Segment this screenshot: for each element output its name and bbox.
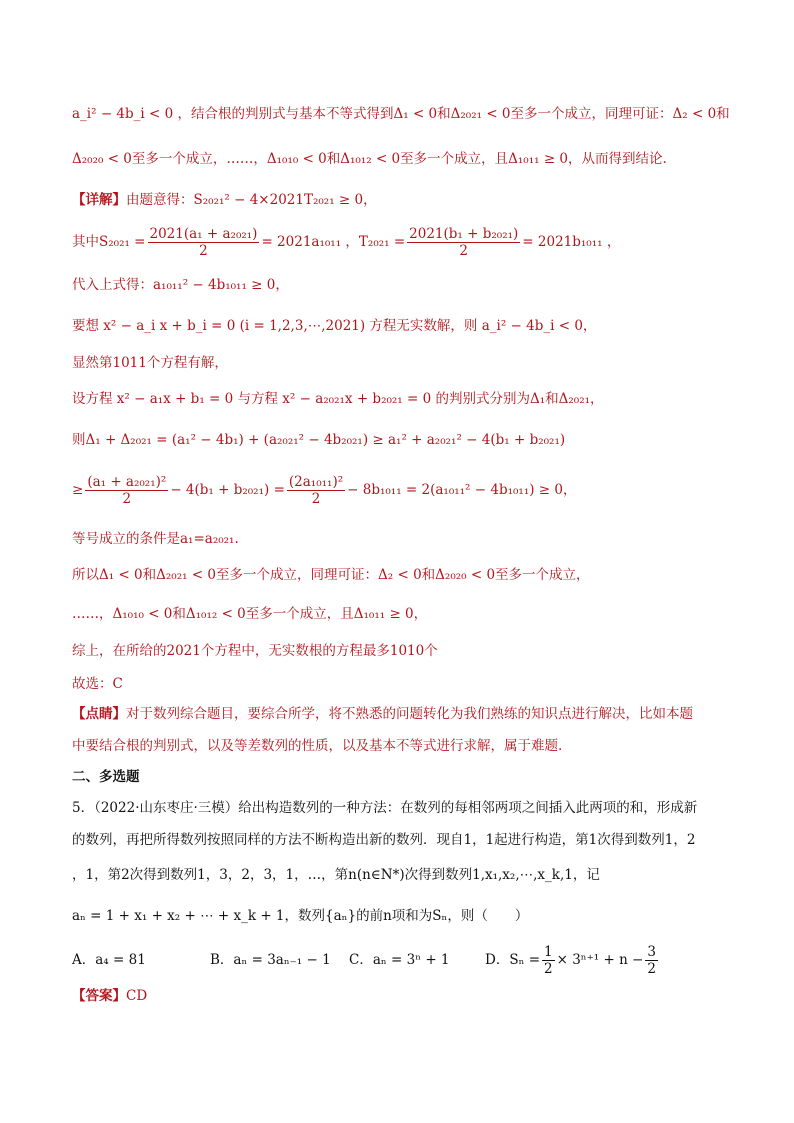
text-line: 代入上式得：a₁₀₁₁² − 4b₁₀₁₁ ≥ 0， <box>72 277 289 293</box>
denominator: 2 <box>647 960 656 977</box>
denominator: 2 <box>199 242 208 259</box>
denominator: 2 <box>311 490 321 507</box>
options-row <box>72 942 722 978</box>
numerator: (2a₁₀₁₁)² <box>288 473 344 490</box>
option-b: B．aₙ = 3aₙ₋₁ − 1 <box>210 952 331 968</box>
option-c: C．aₙ = 3ⁿ + 1 <box>349 952 450 968</box>
question-line: 的数列，再把所得数列按照同样的方法不断构造出新的数列．现自1，1起进行构造，第1次得到数列1，2 <box>72 832 696 848</box>
text-line: 显然第1011个方程有解， <box>72 355 228 371</box>
question-line: ，1，第2次得到数列1，3，2，3，1，…，第n(n∈N*)次得到数列1,x₁,x₂,⋯,x_k,1，记 <box>72 867 600 883</box>
detail-line <box>72 190 722 210</box>
option-a: A．a₄ = 81 <box>72 952 146 968</box>
denominator: 2 <box>544 960 553 977</box>
question-line: aₙ = 1 + x₁ + x₂ + ⋯ + x_k + 1，数列{aₙ}的前n项和为Sₙ，则（ ） <box>72 908 529 924</box>
numerator: (a₁ + a₂₀₂₁)² <box>87 473 167 490</box>
formula-line <box>72 470 722 510</box>
numerator: 2021(b₁ + b₂₀₂₁) <box>409 225 519 242</box>
text-line: 综上，在所给的2021个方程中，无实数根的方程最多1010个 <box>72 643 438 659</box>
answer-value: CD <box>126 988 148 1004</box>
fraction <box>148 226 260 259</box>
text-line: 要想 x² − a_i x + b_i = 0 (i = 1,2,3,⋯,2021) 方程无实数解，则 a_i² − 4b_i < 0， <box>72 318 597 334</box>
numerator: 2021(a₁ + a₂₀₂₁) <box>149 225 258 242</box>
comment-tag: 【点睛】 <box>72 706 126 722</box>
denominator: 2 <box>459 242 469 259</box>
numerator: 3 <box>647 943 656 960</box>
fraction <box>287 474 345 507</box>
question-line: 5．（2022·山东枣庄·三模）给出构造数列的一种方法：在数列的每相邻两项之间插入此两项的和，形成新 <box>72 800 698 816</box>
fraction <box>85 474 168 507</box>
text: 其中 <box>72 234 99 250</box>
text-line: Δ₂₀₂₀ < 0至多一个成立，……，Δ₁₀₁₀ < 0和Δ₁₀₁₂ < 0至多一个成立，且Δ₁₀₁₁ ≥ 0，从而得到结论. <box>72 151 667 167</box>
formula-part: S₂₀₂₁ = <box>99 234 146 250</box>
formula-part: − 4(b₁ + b₂₀₂₁) = <box>170 482 285 498</box>
fraction <box>407 226 520 259</box>
text-line: 设方程 x² − a₁x + b₁ = 0 与方程 x² − a₂₀₂₁x + b₂₀₂₁ = 0 的判别式分别为Δ₁和Δ₂₀₂₁， <box>72 391 604 407</box>
detail-tag: 【详解】 <box>72 192 126 208</box>
option-d <box>485 942 660 978</box>
text-line: 由题意得：S₂₀₂₁² − 4×2021T₂₀₂₁ ≥ 0， <box>126 192 377 208</box>
formula-part: × 3ⁿ⁺¹ + n − <box>556 952 644 968</box>
formula-line <box>72 224 722 260</box>
text-line: 等号成立的条件是a₁=a₂₀₂₁. <box>72 531 239 547</box>
formula-part: = 2021b₁₀₁₁ ， <box>522 234 621 250</box>
formula-part: − 8b₁₀₁₁ = 2(a₁₀₁₁² − 4b₁₀₁₁) ≥ 0， <box>347 482 577 498</box>
text-line: 则Δ₁ + Δ₂₀₂₁ = (a₁² − 4b₁) + (a₂₀₂₁² − 4b₂₀₂₁) ≥ a₁² + a₂₀₂₁² − 4(b₁ + b₂₀₂₁) <box>72 432 566 448</box>
fraction <box>645 944 658 977</box>
formula-part: ≥ <box>72 482 84 498</box>
formula-part: = 2021a₁₀₁₁ ，T₂₀₂₁ = <box>261 234 406 250</box>
denominator: 2 <box>122 490 132 507</box>
comment-line <box>72 704 722 724</box>
section-heading: 二、多选题 <box>72 769 140 785</box>
text-line: 对于数列综合题目，要综合所学，将不熟悉的问题转化为我们熟练的知识点进行解决，比如本题 <box>126 706 693 722</box>
answer-tag: 【答案】 <box>72 988 126 1004</box>
answer-line <box>72 986 722 1006</box>
fraction <box>542 944 555 977</box>
text-line: 故选：C <box>72 676 123 692</box>
numerator: 1 <box>544 943 553 960</box>
text-line: a_i² − 4b_i < 0 ，结合根的判别式与基本不等式得到Δ₁ < 0和Δ₂₀₂₁ < 0至多一个成立，同理可证：Δ₂ < 0和 <box>72 106 730 122</box>
text-line: 中要结合根的判别式，以及等差数列的性质，以及基本不等式进行求解，属于难题. <box>72 738 563 754</box>
text-line: ……，Δ₁₀₁₀ < 0和Δ₁₀₁₂ < 0至多一个成立，且Δ₁₀₁₁ ≥ 0， <box>72 606 428 622</box>
formula-part: D．Sₙ = <box>485 952 541 968</box>
text-line: 所以Δ₁ < 0和Δ₂₀₂₁ < 0至多一个成立，同理可证：Δ₂ < 0和Δ₂₀₂₀ < 0至多一个成立， <box>72 567 590 583</box>
